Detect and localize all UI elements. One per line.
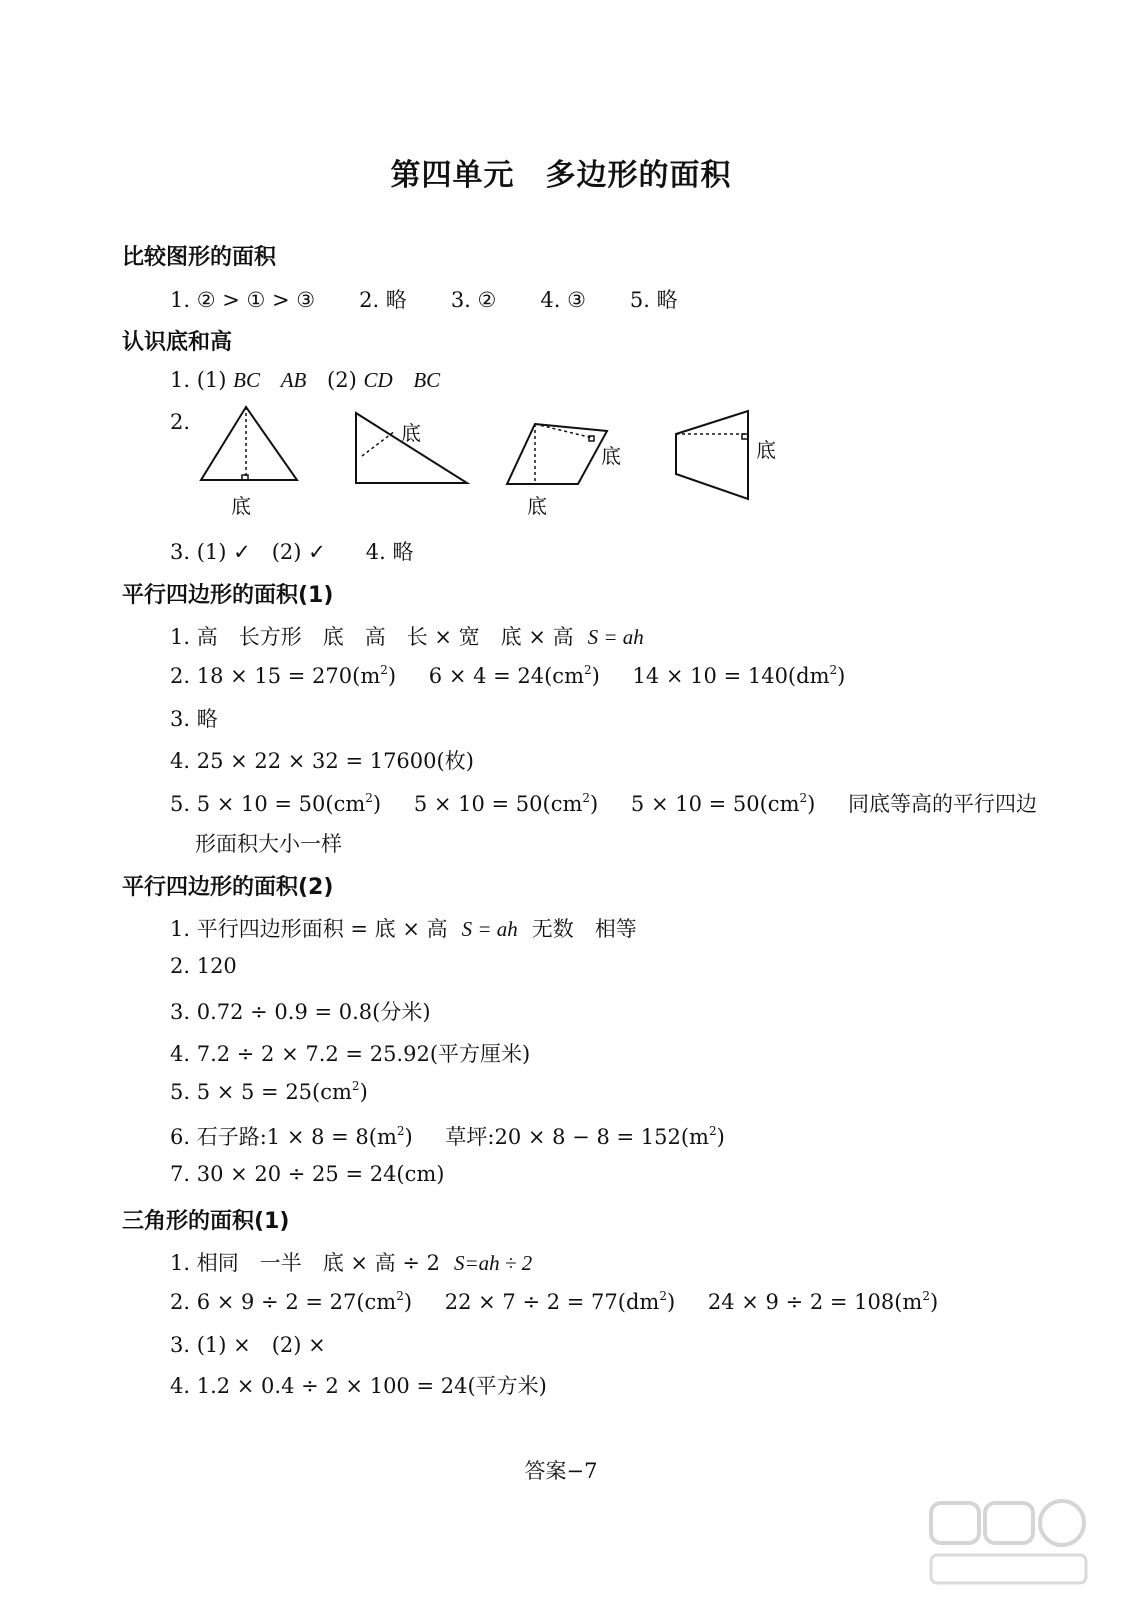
answer-item: 2. 18 × 15 = 270(m (170, 664, 381, 688)
answer-item: 无数 相等 (531, 917, 637, 941)
answer-line (170, 788, 1037, 818)
answer-item: 5. 5 × 5 = 25(cm (170, 1080, 352, 1104)
answer-item: 4. 略 (365, 540, 414, 564)
answer-line: 4. 7.2 ÷ 2 × 7.2 = 25.92(平方厘米) (170, 1042, 531, 1066)
answer-item: 1. 高 长方形 底 高 长 × 宽 底 × 高 (170, 625, 574, 649)
answer-item: 5. 略 (629, 288, 678, 312)
section-heading-base-height: 认识底和高 (122, 330, 233, 355)
answer-item: 4. ③ (540, 288, 586, 312)
paren: ) (837, 664, 846, 688)
superscript: 2 (708, 1124, 717, 1138)
answer-line: 3. 略 (170, 707, 218, 731)
answer-item: 3. (1) ✓ (2) ✓ (170, 540, 326, 564)
figure-label-base: 底 (401, 421, 421, 445)
answer-item: 1. 平行四边形面积 = 底 × 高 (170, 917, 448, 941)
watermark-logo (927, 1495, 1092, 1590)
answer-line (170, 368, 440, 393)
answer-item: 6. 石子路:1 × 8 = 8(m (170, 1125, 397, 1149)
answer-line: 3. (1) × (2) × (170, 1333, 326, 1357)
superscript: 2 (351, 1079, 360, 1093)
figure-label-base: 底 (601, 444, 621, 468)
question-number: 1. (1) (170, 368, 227, 392)
paren: ) (590, 792, 599, 816)
superscript: 2 (365, 791, 373, 805)
superscript: 2 (380, 663, 388, 677)
answer-line (170, 1289, 938, 1314)
answer-line (170, 621, 644, 651)
answer-item: 5 × 10 = 50(cm (413, 792, 583, 816)
triangle-figure (201, 407, 297, 480)
answer-line: 3. 0.72 ÷ 0.9 = 0.8(分米) (170, 1000, 431, 1024)
paren: ) (404, 1125, 413, 1149)
answer-item: 24 × 9 ÷ 2 = 108(m (707, 1290, 923, 1314)
page-title: 第四单元 多边形的面积 (390, 158, 732, 193)
answer-line: 2. 120 (170, 954, 237, 978)
answer-item: 22 × 7 ÷ 2 = 77(dm (444, 1290, 660, 1314)
answer-item: 1. ② > ① > ③ (170, 288, 316, 312)
paren: ) (359, 1080, 368, 1104)
superscript: 2 (396, 1124, 405, 1138)
answer-item: BC (233, 368, 260, 392)
answer-item: BC (413, 368, 441, 392)
superscript: 2 (583, 663, 592, 677)
paren: ) (807, 792, 816, 816)
answer-item: 5. 5 × 10 = 50(cm (170, 792, 366, 816)
answer-item: 5 × 10 = 50(cm (630, 792, 800, 816)
answer-line (170, 1247, 532, 1277)
superscript: 2 (659, 1289, 667, 1303)
question-number: 2. (170, 410, 191, 434)
paren: ) (716, 1125, 725, 1149)
answer-item: AB (280, 368, 307, 392)
section-heading-compare-area: 比较图形的面积 (122, 245, 277, 270)
question-number: (2) (327, 368, 357, 392)
paren: ) (929, 1290, 939, 1314)
figure-label-base: 底 (756, 438, 776, 462)
answer-line (170, 1079, 368, 1104)
page-footer: 答案−7 (524, 1459, 598, 1483)
answer-line (170, 1121, 725, 1151)
paren: ) (387, 664, 397, 688)
formula: S=ah ÷ 2 (453, 1251, 533, 1275)
paren: ) (403, 1290, 413, 1314)
formula: S = ah (587, 625, 644, 649)
parallelogram-figure (507, 424, 607, 484)
answer-item: 6 × 4 = 24(cm (428, 664, 584, 688)
answer-line (170, 284, 678, 314)
answer-line: 4. 1.2 × 0.4 ÷ 2 × 100 = 24(平方米) (170, 1374, 547, 1398)
section-heading-parallelogram-area-1: 平行四边形的面积(1) (122, 583, 334, 608)
formula: S = ah (461, 917, 518, 941)
trapezoid-figure (676, 411, 748, 499)
section-heading-parallelogram-area-2: 平行四边形的面积(2) (122, 875, 334, 900)
base-height-figures (0, 395, 1122, 525)
figure-label-base: 底 (231, 494, 251, 518)
superscript: 2 (799, 791, 808, 805)
answer-line (170, 536, 413, 566)
paren: ) (591, 664, 600, 688)
answer-line: 形面积大小一样 (195, 832, 342, 856)
answer-item: 2. 6 × 9 ÷ 2 = 27(cm (170, 1290, 397, 1314)
answer-item: 2. 略 (359, 288, 407, 312)
answer-line: 7. 30 × 20 ÷ 25 = 24(cm) (170, 1162, 445, 1186)
superscript: 2 (922, 1289, 930, 1303)
paren: ) (372, 792, 382, 816)
answer-item: CD (363, 368, 393, 392)
figure-label-base: 底 (527, 494, 547, 518)
answer-item: 同底等高的平行四边 (848, 792, 1038, 816)
answer-item: 草坪:20 × 8 − 8 = 152(m (445, 1125, 709, 1149)
answer-item: 14 × 10 = 140(dm (632, 664, 830, 688)
superscript: 2 (582, 791, 591, 805)
superscript: 2 (396, 1289, 404, 1303)
answer-line: 4. 25 × 22 × 32 = 17600(枚) (170, 749, 474, 773)
answer-item: 1. 相同 一半 底 × 高 ÷ 2 (170, 1251, 440, 1275)
answer-line (170, 663, 845, 688)
superscript: 2 (829, 663, 838, 677)
answer-item: 3. ② (450, 288, 497, 312)
answer-line (170, 913, 637, 943)
paren: ) (666, 1290, 676, 1314)
section-heading-triangle-area-1: 三角形的面积(1) (122, 1209, 290, 1234)
